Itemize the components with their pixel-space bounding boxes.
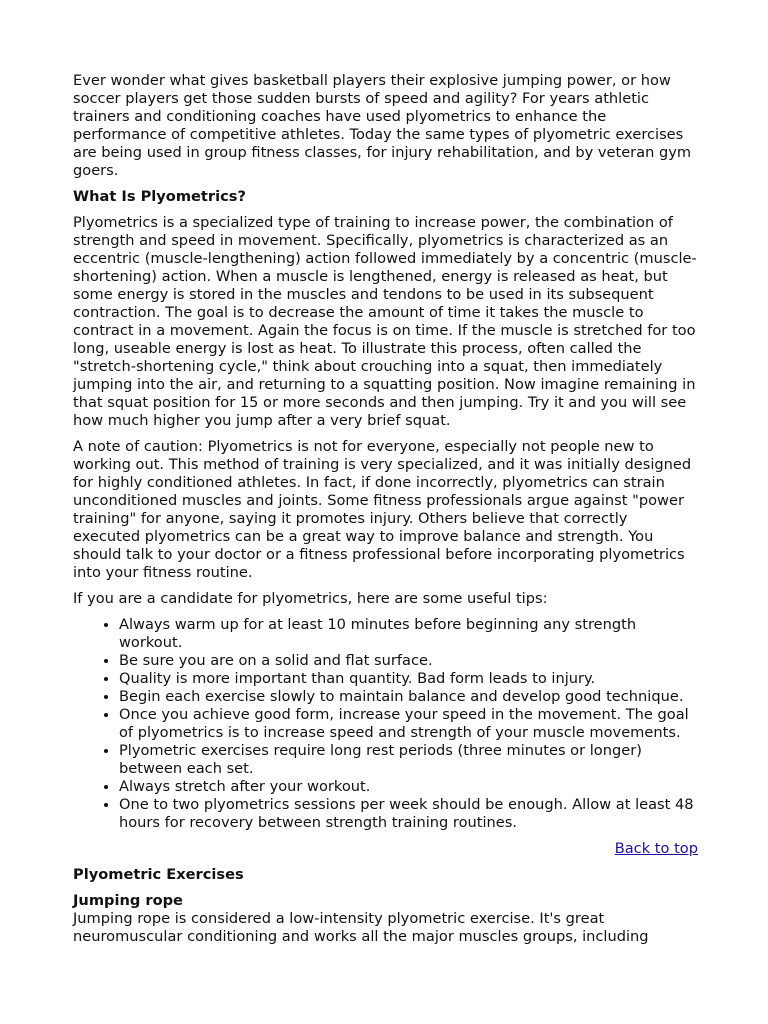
back-to-top-row <box>73 840 698 858</box>
list-item: • Always warm up for at least 10 minutes before beginning any strength workout. <box>119 616 698 652</box>
list-item: • Always stretch after your workout. <box>119 778 698 796</box>
section-heading-what-is-plyometrics: What Is Plyometrics? <box>73 188 246 205</box>
list-item: • Plyometric exercises require long rest periods (three minutes or longer) between each set. <box>119 742 698 778</box>
list-item: • One to two plyometrics sessions per week should be enough. Allow at least 48 hours for recovery between strength training routines. <box>119 796 698 832</box>
definition-paragraph: Plyometrics is a specialized type of training to increase power, the combination of strength and speed in movement. Specifically, plyometrics is characterized as an eccentric (muscle-lengthening) action followed immediately by a concentric (muscle-shortening) action. When a muscle is lengthened, energy is released as heat, but some energy is stored in the muscles and tendons to be used in its subsequent contraction. The goal is to decrease the amount of time it takes the muscle to contract in a movement. Again the focus is on time. If the muscle is stretched for too long, useable energy is lost as heat. To illustrate this process, often called the "stretch-shortening cycle," think about crouching into a squat, then immediately jumping into the air, and returning to a squatting position. Now imagine remaining in that squat position for 15 or more seconds and then jumping. Try it and you will see how much higher you jump after a very brief squat. <box>73 214 697 429</box>
subsection-heading-jumping-rope: Jumping rope <box>73 892 183 909</box>
tips-list <box>73 616 698 832</box>
list-item: • Once you achieve good form, increase your speed in the movement. The goal of plyometrics is to increase speed and strength of your muscle movements. <box>119 706 698 742</box>
list-item: • Quality is more important than quantity. Bad form leads to injury. <box>119 670 698 688</box>
tips-intro: If you are a candidate for plyometrics, here are some useful tips: <box>73 590 548 607</box>
list-item: • Be sure you are on a solid and flat surface. <box>119 652 698 670</box>
list-item: • Begin each exercise slowly to maintain balance and develop good technique. <box>119 688 698 706</box>
section-heading-plyometric-exercises: Plyometric Exercises <box>73 866 244 883</box>
intro-paragraph: Ever wonder what gives basketball players their explosive jumping power, or how soccer players get those sudden bursts of speed and agility? For years athletic trainers and conditioning coaches have used plyometrics to enhance the performance of competitive athletes. Today the same types of plyometric exercises are being used in group fitness classes, for injury rehabilitation, and by veteran gym goers. <box>73 72 692 179</box>
article-body <box>73 72 698 954</box>
back-to-top-link[interactable]: Back to top <box>614 840 698 857</box>
caution-paragraph: A note of caution: Plyometrics is not for everyone, especially not people new to working out. This method of training is very specialized, and it was initially designed for highly conditioned athletes. In fact, if done incorrectly, plyometrics can strain unconditioned muscles and joints. Some fitness professionals argue against "power training" for anyone, saying it promotes injury. Others believe that correctly executed plyometrics can be a great way to improve balance and strength. You should talk to your doctor or a fitness professional before incorporating plyometrics into your fitness routine. <box>73 438 692 581</box>
jumping-rope-paragraph: Jumping rope is considered a low-intensity plyometric exercise. It's great neuromuscular conditioning and works all the major muscles groups, including <box>73 910 649 945</box>
